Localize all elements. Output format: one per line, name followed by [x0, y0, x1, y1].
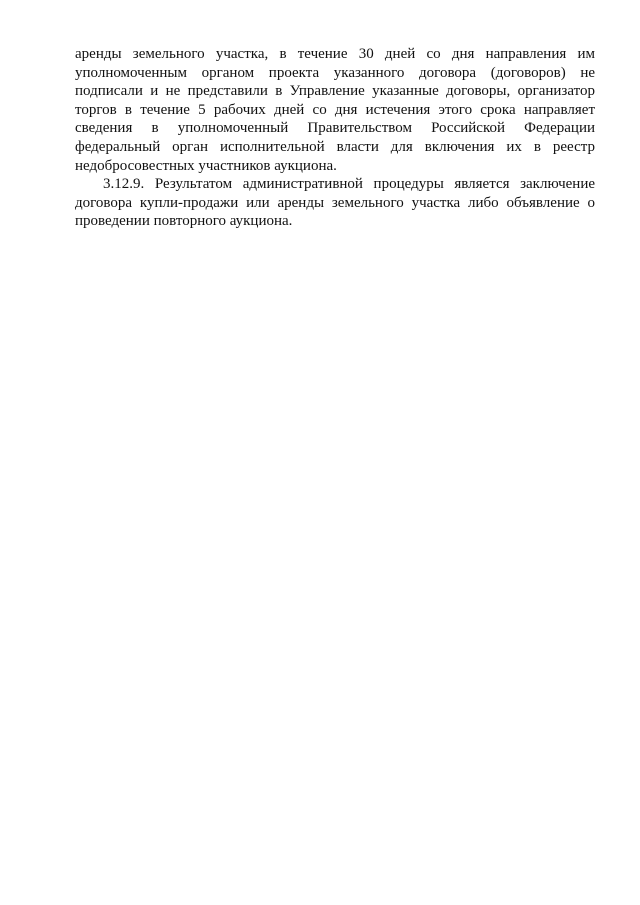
document-body [75, 45, 595, 231]
text-line: сведения в уполномоченный Правительством Российской Федерации [75, 120, 595, 137]
text-line: аренды земельного участка, в течение 30 дней со дня направления им [75, 46, 595, 62]
paragraph-3-12-9 [75, 175, 595, 231]
paragraph-continuation [75, 45, 595, 175]
text-line: подписали и не представили в Управление указанные договоры, организатор [75, 83, 595, 100]
text-line: договора купли-продажи или аренды земельного участка либо объявление о [75, 194, 595, 211]
text-line: недобросовестных участников аукциона. [75, 157, 337, 174]
text-line: федеральный орган исполнительной власти для включения их в реестр [75, 138, 595, 155]
text-line: проведении повторного аукциона. [75, 213, 293, 230]
text-line: 3.12.9. Результатом административной процедуры является заключение [103, 176, 595, 193]
text-line: уполномоченным органом проекта указанного договора (договоров) не [75, 64, 595, 81]
text-line: торгов в течение 5 рабочих дней со дня истечения этого срока направляет [75, 101, 595, 118]
